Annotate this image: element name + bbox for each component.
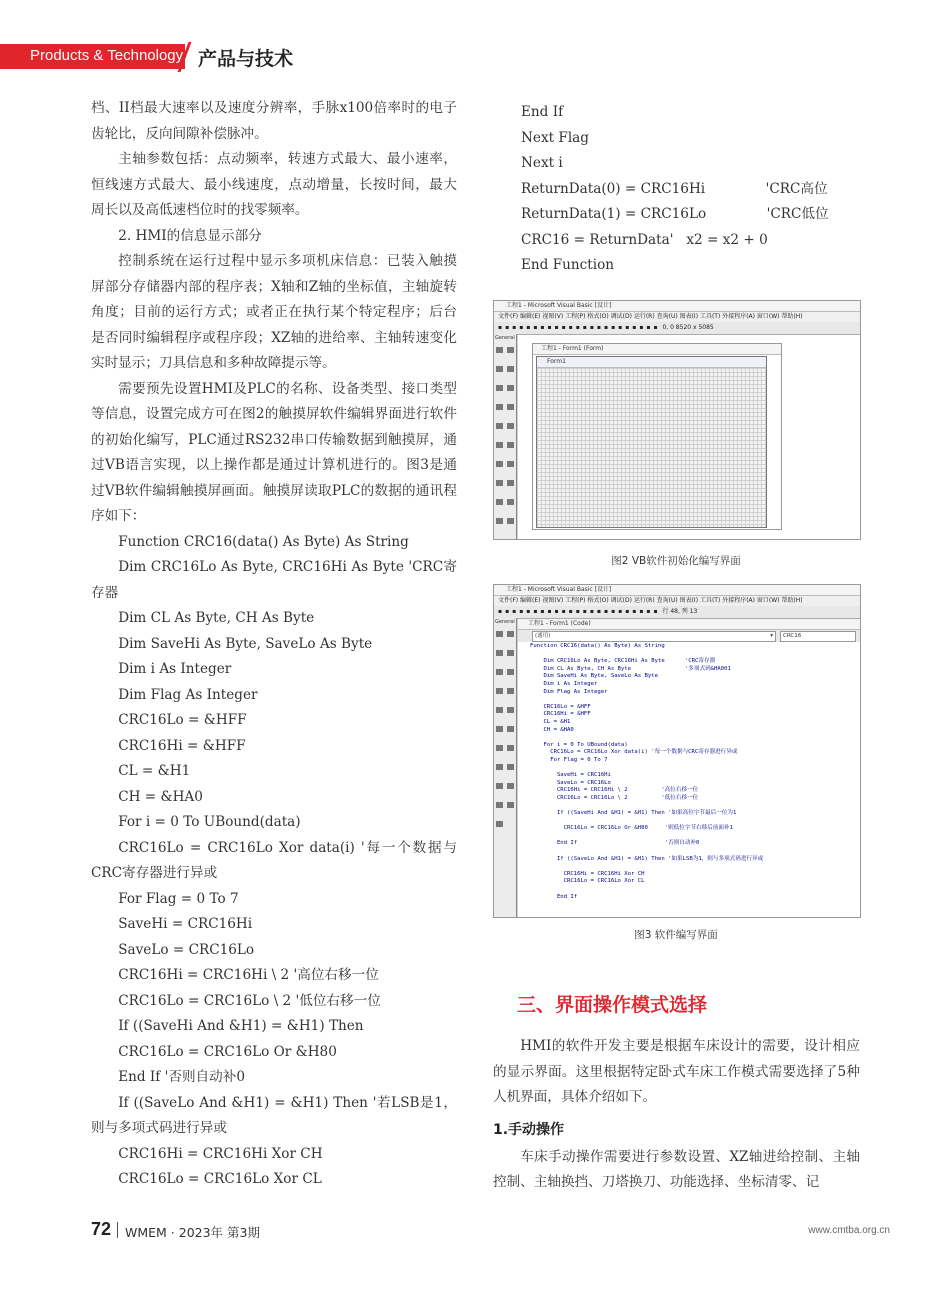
code-line: Dim CRC16Lo As Byte, CRC16Hi As Byte 'CRC寄存器 [530,658,716,665]
left-paragraph: 主轴参数包括：点动频率，转速方式最大、最小速率，恒线速方式最大、最小线速度，点动增量，长按时间，最大周长以及高低速档位时的找零频率。 [91,151,457,218]
fig3-code-window-title: 工程1 - Form1 (Code) [518,619,860,630]
code-line [530,848,856,856]
left-paragraph: Dim SaveHi As Byte, SaveLo As Byte [118,635,373,652]
figure-2-screenshot [493,300,861,540]
left-paragraph: For i = 0 To UBound(data) [118,814,301,830]
left-paragraph: CRC16Hi = CRC16Hi Xor CH [118,1145,323,1162]
right-code-line: ReturnData(0) = CRC16Hi 'CRC高位 [521,180,828,197]
code-line: CRC16Lo = CRC16Lo Or &H80 '则低位字节右移后前面补1 [530,825,733,832]
left-paragraph: CRC16Lo = CRC16Lo \ 2 '低位右移一位 [118,992,381,1009]
header-en-title: Products & Technology [30,47,184,64]
left-paragraph: Dim i As Integer [118,661,232,677]
left-paragraph: 档、II档最大速率以及速度分辨率，手脉x100倍率时的电子齿轮比，反向间隙补偿脉冲。 [91,100,457,142]
fig2-form-window-title: 工程1 - Form1 (Form) [533,344,781,355]
fig2-toolbar: ▪▪▪▪▪▪▪▪▪▪▪▪▪▪▪▪▪▪▪▪▪▪▪ 0, 0 8520 x 5085 [494,322,860,335]
subsection-text: 车床手动操作需要进行参数设置、XZ轴进给控制、主轴控制、主轴换挡、刀塔换刀、功能选择、坐标清零、记 [493,1148,860,1190]
code-line: Dim CL As Byte, CH As Byte '多项式码&HA001 [530,665,731,672]
right-column-code [493,100,860,279]
left-paragraph: SaveHi = CRC16Hi [118,916,253,932]
code-line: SaveLo = CRC16Lo [530,779,611,786]
fig3-code-window [518,619,860,917]
fig3-code-editor[interactable] [530,643,856,917]
code-line [530,863,856,871]
header-cn-title: 产品与技术 [198,48,294,70]
left-paragraph: CRC16Hi = CRC16Hi \ 2 '高位右移一位 [118,967,379,983]
code-line: For i = 0 To UBound(data) [530,741,628,748]
left-paragraph: End If '否则自动补0 [118,1069,245,1085]
code-line: CRC16Lo = CRC16Lo Xor CL [530,878,645,885]
fig2-toolbox [494,334,517,539]
code-line: CRC16Lo = CRC16Lo Xor data(i) '每一个数据与CRC寄存器进行异或 [530,749,738,756]
left-paragraph: CRC16Lo = &HFF [118,712,247,728]
code-line: Function CRC16(data() As Byte) As String [530,643,665,649]
fig3-toolbar-readout: 行 48, 列 13 [662,608,698,615]
left-paragraph: CRC16Lo = CRC16Lo Or &H80 [118,1043,337,1060]
fig2-grid [537,368,766,527]
left-paragraph: If ((SaveLo And &H1) = &H1) Then '若LSB是1，则与多项式码进行异或 [91,1094,457,1136]
code-line: Dim Flag As Integer [530,688,608,695]
fig2-window-title: 工程1 - Microsoft Visual Basic [设计] [494,301,860,312]
fig2-form-window [532,343,782,530]
left-paragraph: Dim CL As Byte, CH As Byte [118,610,315,626]
left-paragraph: 控制系统在运行过程中显示多项机床信息：已装入触摸屏部分存储器内部的程序表；X轴和Z轴的坐标值，主轴旋转角度；目前的运行方式；或者正在执行某个特定程序；后台是否同时编辑程序或程序段；XZ轴的进给率、主轴转速变化实时显示；刀具信息和多种故障提示等。 [91,253,457,371]
footer-divider [117,1222,118,1238]
left-paragraph: Dim CRC16Lo As Byte, CRC16Hi As Byte 'CRC寄存器 [91,559,457,601]
fig3-combo-bar [518,630,860,642]
left-paragraph: CL = &H1 [118,763,191,779]
right-code-line: ReturnData(1) = CRC16Lo 'CRC低位 [521,206,829,222]
left-paragraph: 2. HMI的信息显示部分 [118,227,262,244]
fig3-window-title: 工程1 - Microsoft Visual Basic [设计] [494,585,860,596]
right-code-line: CRC16 = ReturnData' x2 = x2 + 0 [521,231,768,248]
left-paragraph: If ((SaveHi And &H1) = &H1) Then [118,1018,364,1034]
right-code-line: End Function [521,257,615,273]
left-paragraph: CRC16Lo = CRC16Lo Xor CL [118,1171,322,1187]
fig3-object-select-value: (通用) [535,633,551,639]
right-code-line: Next i [521,155,563,171]
fig3-toolbar: ▪▪▪▪▪▪▪▪▪▪▪▪▪▪▪▪▪▪▪▪▪▪▪ 行 48, 列 13 [494,606,860,619]
code-line [530,886,856,894]
code-line: CRC16Hi = CRC16Hi \ 2 '高位右移一位 [530,787,699,794]
code-line: CRC16Lo = &HFF [530,703,591,710]
footer-url: www.cmtba.org.cn [808,1225,890,1236]
fig2-mdi-area [518,335,860,539]
fig2-form-designer [536,356,767,528]
code-line: CRC16Hi = &HFF [530,711,591,718]
code-line: CL = &H1 [530,718,571,725]
code-line: If ((SaveLo And &H1) = &H1) Then '如果LSB为1，则与多项式码进行异或 [530,855,764,862]
section-title: 三、界面操作模式选择 [517,994,708,1016]
figure-3-caption: 图3 软件编写界面 [634,929,718,941]
left-paragraph: CH = &HA0 [118,788,203,805]
fig3-object-chevron-down-icon: ▾ [770,633,773,639]
code-line: CH = &HA0 [530,726,574,733]
fig3-object-select[interactable] [532,631,776,642]
fig2-toolbar-readout: 0, 0 8520 x 5085 [662,324,714,331]
right-code-line: Next Flag [521,129,589,146]
code-line [530,696,856,704]
page-number: 72 [91,1219,112,1239]
code-line [530,765,856,773]
left-paragraph: CRC16Lo = CRC16Lo Xor data(i) '每一个数据与CRC寄存器进行异或 [91,839,457,881]
fig2-toolbox-label: General [495,335,515,341]
fig2-form-title: Form1 [537,357,766,368]
subsection-title: 1.手动操作 [493,1121,565,1138]
section-body [493,1034,860,1196]
fig3-toolbox [494,618,517,917]
fig3-menu-bar: 文件(F) 编辑(E) 视图(V) 工程(P) 格式(O) 调试(D) 运行(R) 查询(U) 图表(I) 工具(T) 外接程序(A) 窗口(W) 帮助(H) [494,596,860,606]
code-line: Dim SaveHi As Byte, SaveLo As Byte [530,673,658,680]
left-column [91,96,457,1193]
left-paragraph: CRC16Hi = &HFF [118,737,246,754]
figure-3-screenshot [493,584,861,918]
left-paragraph: 需要预先设置HMI及PLC的名称、设备类型、接口类型等信息，设置完成方可在图2的触摸屏软件编辑界面进行软件的初始化编写，PLC通过RS232串口传输数据到触摸屏，通过VB语言实现，以上操作都是通过计算机进行的。图3是通过VB软件编辑触摸屏画面。触摸屏读取PLC的数据的通讯程序如下： [91,380,457,524]
figure-2-caption: 图2 VB软件初始化编写界面 [611,555,741,567]
code-line: SaveHi = CRC16Hi [530,772,611,779]
code-line: End If [530,893,578,900]
section-intro: HMI的软件开发主要是根据车床设计的需要，设计相应的显示界面。这里根据特定卧式车床工作模式需要选择了5种人机界面，具体介绍如下。 [493,1038,860,1105]
code-line: If ((SaveHi And &H1) = &H1) Then '如果高位字节最后一位为1 [530,810,737,817]
code-line [530,802,856,810]
left-paragraph: Function CRC16(data() As Byte) As String [118,533,409,550]
fig3-toolbox-label: General [495,619,515,625]
fig3-proc-select[interactable]: CRC16 [780,631,856,642]
code-line [530,734,856,742]
left-paragraph: SaveLo = CRC16Lo [118,941,255,958]
right-code-line: End If [521,104,564,120]
code-line: For Flag = 0 To 7 [530,756,608,763]
code-line: Dim i As Integer [530,680,598,687]
fig2-menu-bar: 文件(F) 编辑(E) 视图(V) 工程(P) 格式(O) 调试(D) 运行(R) 查询(U) 图表(I) 工具(T) 外接程序(A) 窗口(W) 帮助(H) [494,312,860,322]
code-line: CRC16Hi = CRC16Hi Xor CH [530,870,645,877]
left-paragraph: For Flag = 0 To 7 [118,890,239,907]
code-line: CRC16Lo = CRC16Lo \ 2 '低位右移一位 [530,794,699,801]
journal-name: WMEM · 2023年 第3期 [125,1225,260,1240]
code-line: End If '否则自动补0 [530,840,700,847]
left-paragraph: Dim Flag As Integer [118,686,258,703]
